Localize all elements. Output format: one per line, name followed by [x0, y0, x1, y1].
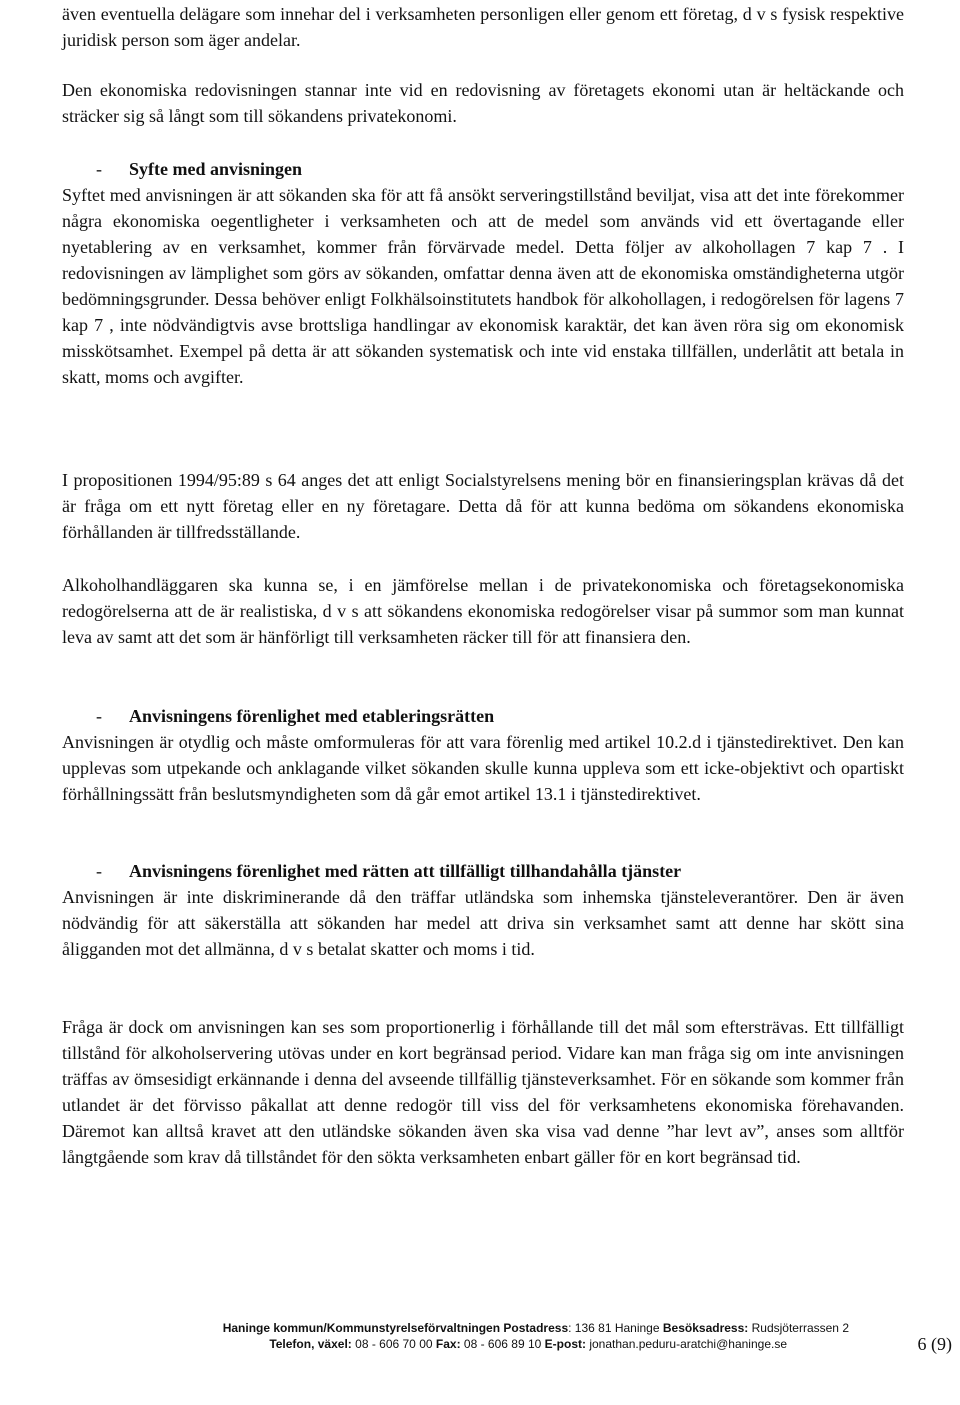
heading-temporary-services — [62, 858, 681, 884]
heading-temporary-services-text: Anvisningens förenlighet med rätten att tillfälligt tillhandahålla tjänster — [129, 861, 682, 881]
paragraph-alcohol-officer: Alkoholhandläggaren ska kunna se, i en jämförelse mellan i de privatekonomiska och företagsekonomiska redogörelserna att de är realistiska, d v s att sökandens ekonomiska redogörelser visar på summor som man kunnat leva av samt att det som är hänförligt till verksamheten räcker till för att finansiera den. — [62, 575, 904, 647]
paragraph-purpose: Syftet med anvisningen är att sökanden ska för att få ansökt serveringstillstånd beviljat, visa att det inte förekommer några ekonomiska oegentligheter i verksamheten och att de medel som används vid ett övertagande eller nyetablering av en verksamhet, kommer från förvärvade medel. Detta följer av alkohollagen 7 kap 7 . I redovisningen av lämplighet som görs av sökanden, omfattar denna även att de ekonomiska omständigheterna utgör bedömningsgrunder. Dessa behöver enligt Folkhälsoinstitutets handbok för alkohollagen, i redogörelsen för lagens 7 kap 7 , inte nödvändigtvis avse brottsliga handlingar av ekonomisk karaktär, det kan även röra sig om ekonomisk misskötsamhet. Exempel på detta är att sökanden systematisk och inte vid enstaka tillfällen, underlåtit att betala in skatt, moms och avgifter. — [62, 185, 904, 387]
footer-fax-label: Fax: — [435, 1337, 461, 1351]
footer-contact-line — [269, 1336, 787, 1352]
footer-email-link[interactable]: jonathan.peduru-aratchi@haninge.se — [589, 1337, 787, 1351]
footer-fax-value: 08 - 606 89 10 — [463, 1337, 542, 1351]
heading-establishment-text: Anvisningens förenlighet med etableringsrätten — [129, 706, 495, 726]
paragraph-owners: även eventuella delägare som innehar del i verksamheten personligen eller genom ett företag, d v s fysisk respektive juridisk person som äger andelar. — [62, 4, 904, 50]
heading-dash: - — [96, 861, 102, 881]
footer-phone-value: 08 - 606 70 00 — [355, 1337, 433, 1351]
heading-purpose-text: Syfte med anvisningen — [129, 159, 303, 179]
paragraph-proposition: I propositionen 1994/95:89 s 64 anges det att enligt Socialstyrelsens mening bör en finansieringsplan krävas då det är fråga om ett nytt företag eller en ny företagare. Detta då för att kunna bedöma om sökandens ekonomiska förhållanden är tillfredsställande. — [62, 470, 904, 542]
paragraph-non-discriminatory: Anvisningen är inte diskriminerande då den träffar utländska som inhemska tjänsteleverantörer. Den är även nödvändig för att säkerställa att sökanden har medel att driva sin verksamhet samt att denne har skött sina åligganden mot det allmänna, d v s betalat skatter och moms i tid. — [62, 887, 904, 959]
footer-address-line — [223, 1320, 849, 1336]
footer-visit-label: Besöksadress: — [662, 1321, 749, 1335]
heading-dash: - — [96, 706, 102, 726]
paragraph-establishment: Anvisningen är otydlig och måste omformuleras för att vara förenlig med artikel 10.2.d i tjänstedirektivet. Den kan upplevas som utpekande och anklagande vilket sökanden skulle kunna uppleva som ett icke-objektivt och opartiskt förhållningssätt från beslutsmyndigheten som då går emot artikel 13.1 i tjänstedirektivet. — [62, 732, 904, 804]
footer-postal-value: : 136 81 Haninge — [568, 1321, 660, 1335]
heading-dash: - — [96, 159, 102, 179]
footer-visit-value: Rudsjöterrassen 2 — [751, 1321, 849, 1335]
footer-email-label: E-post: — [544, 1337, 586, 1351]
heading-establishment — [62, 703, 494, 729]
footer-org: Haninge kommun/Kommunstyrelseförvaltningen — [222, 1321, 501, 1335]
footer-phone-label: Telefon, växel: — [269, 1337, 352, 1351]
paragraph-financial-report: Den ekonomiska redovisningen stannar inte vid en redovisning av företagets ekonomi utan är heltäckande och sträcker sig så långt som till sökandens privatekonomi. — [62, 80, 904, 126]
paragraph-proportionality: Fråga är dock om anvisningen kan ses som proportionerlig i förhållande till det mål som eftersträvas. Ett tillfälligt tillstånd för alkoholservering utövas under en kort begränsad period. Vidare kan man fråga sig om inte anvisningen träffas av ömsesidigt erkännande i denna del avseende tillfällig tjänsteverksamhet. För en sökande som kommer från utlandet är det förvisso påkallat att denne redogör till viss del för verksamhetens ekonomiska förehavanden. Däremot kan alltså kravet att den utländske sökanden även ska visa vad denne ”har levt av”, anses som alltför långtgående som krav då tillståndet för den sökta verksamheten enbart gäller för en kort begränsad tid. — [62, 1017, 904, 1167]
footer-postal-label: Postadress — [503, 1321, 569, 1335]
heading-purpose — [62, 156, 302, 182]
page-number: 6 (9) — [917, 1334, 952, 1354]
